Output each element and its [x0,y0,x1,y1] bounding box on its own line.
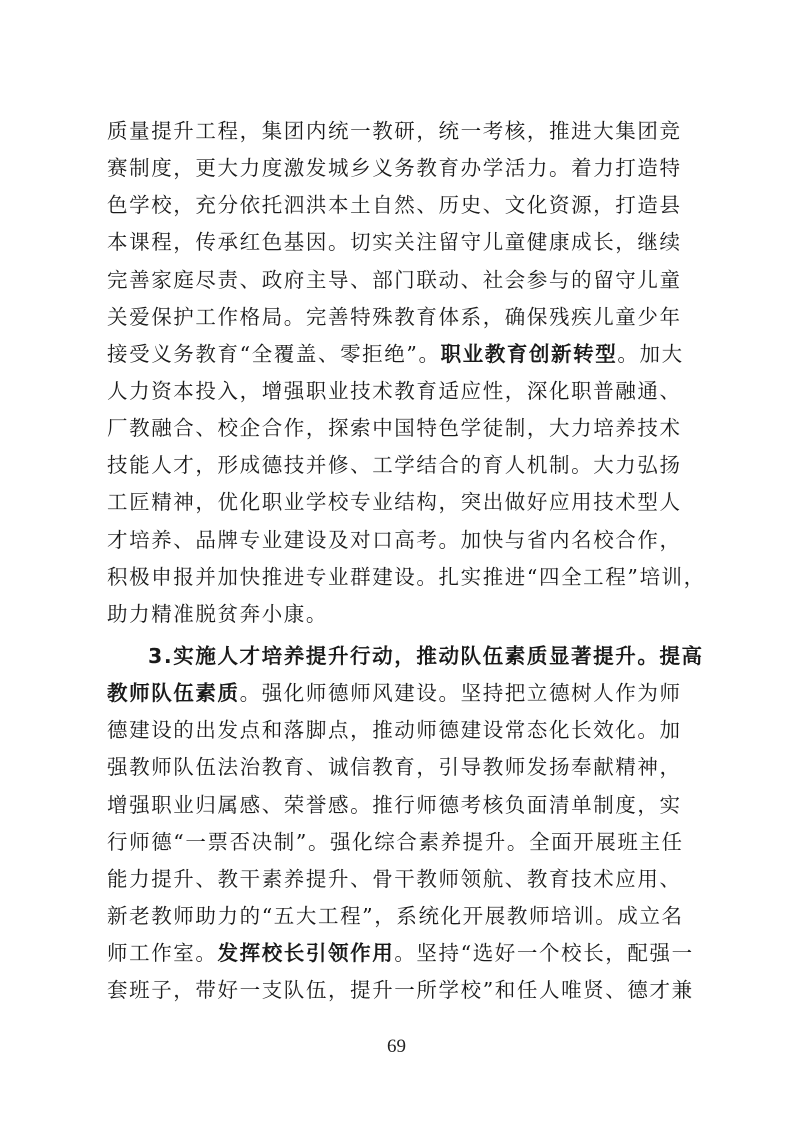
text-line [107,898,697,935]
body-text-segment: 才培养、品牌专业建设及对口高考。加快与省内名校合作， [107,527,682,552]
body-text-segment: 助力精准脱贫奔小康。 [107,601,328,626]
body-text-segment: 赛制度，更大力度激发城乡义务教育办学活力。着力打造特 [107,156,682,181]
body-text-segment: 本课程，传承红色基因。切实关注留守儿童健康成长，继续 [107,230,682,255]
text-line [107,447,697,484]
emphasis-subheading: 提高 [659,643,704,668]
text-line [107,675,697,712]
paragraph-continuation [107,113,706,633]
emphasis-subheading: 教师队伍素质 [107,681,240,706]
text-line [107,638,704,675]
body-text-segment: 积极申报并加快推进专业群建设。扎实推进“四全工程”培训， [107,564,706,589]
text-line [107,224,697,261]
body-text-segment: 增强职业归属感、荣誉感。推行师德考核负面清单制度，实 [107,792,682,817]
emphasis-subheading: 发挥校长引领作用 [217,941,395,966]
body-text-segment: 师工作室。 [107,941,218,966]
text-line [107,410,697,447]
text-line [107,150,697,187]
text-line [107,861,697,898]
text-line [107,262,697,299]
body-text-segment: 人力资本投入，增强职业技术教育适应性，深化职普融通、 [107,378,682,403]
emphasis-subheading: 职业教育创新转型 [440,341,618,366]
body-text-segment: 接受义务教育“全覆盖、零拒绝”。 [107,341,441,366]
body-text-segment: 套班子，带好一支队伍，提升一所学校”和任人唯贤、德才兼 [107,978,694,1003]
body-text-segment: 能力提升、教干素养提升、骨干教师领航、教育技术应用、 [107,866,682,891]
body-text-segment: 德建设的出发点和落脚点，推动师德建设常态化长效化。加 [107,718,682,743]
text-line [107,299,697,336]
text-line [107,824,697,861]
text-line [107,935,697,972]
body-text-segment: 新老教师助力的“五大工程”，系统化开展教师培训。成立名 [107,903,684,928]
text-line [107,559,706,596]
text-line [107,336,697,373]
body-text-segment: 。坚持“选好一个校长，配强一 [394,941,694,966]
text-line [107,596,697,633]
text-line [107,113,697,150]
text-line [107,522,697,559]
body-text [107,113,706,1009]
body-text-segment: 厂教融合、校企合作，探索中国特色学徒制，大力培养技术 [107,416,682,441]
text-line [107,749,697,786]
text-line [107,484,697,521]
text-line [107,712,697,749]
body-text-segment: 。强化师德师风建设。坚持把立德树人作为师 [239,681,682,706]
body-text-segment: 质量提升工程，集团内统一教研，统一考核，推进大集团竞 [107,119,682,143]
text-line [107,972,697,1009]
body-text-segment: 色学校，充分依托泗洪本土自然、历史、文化资源，打造县 [107,193,682,218]
body-text-segment: 强教师队伍法治教育、诚信教育，引导教师发扬奉献精神， [107,755,682,780]
page-number: 69 [387,1036,406,1057]
body-text-segment: 技能人才，形成德技并修、工学结合的育人机制。大力弘扬 [107,453,682,478]
body-text-segment: 关爱保护工作格局。完善特殊教育体系，确保残疾儿童少年 [107,304,682,329]
text-line [107,373,697,410]
body-text-segment: 行师德“一票否决制”。强化综合素养提升。全面开展班主任 [107,829,684,854]
text-line [107,187,697,224]
body-text-segment: 工匠精神，优化职业学校专业结构，突出做好应用技术型人 [107,490,682,515]
bold-heading-text: 3.实施人才培养提升行动，推动队伍素质显著提升。 [148,643,660,668]
body-text-segment: 。加大 [617,341,684,366]
paragraph-talent-training [107,638,704,1009]
text-line [107,787,697,824]
body-text-segment: 完善家庭尽责、政府主导、部门联动、社会参与的留守儿童 [107,267,682,292]
